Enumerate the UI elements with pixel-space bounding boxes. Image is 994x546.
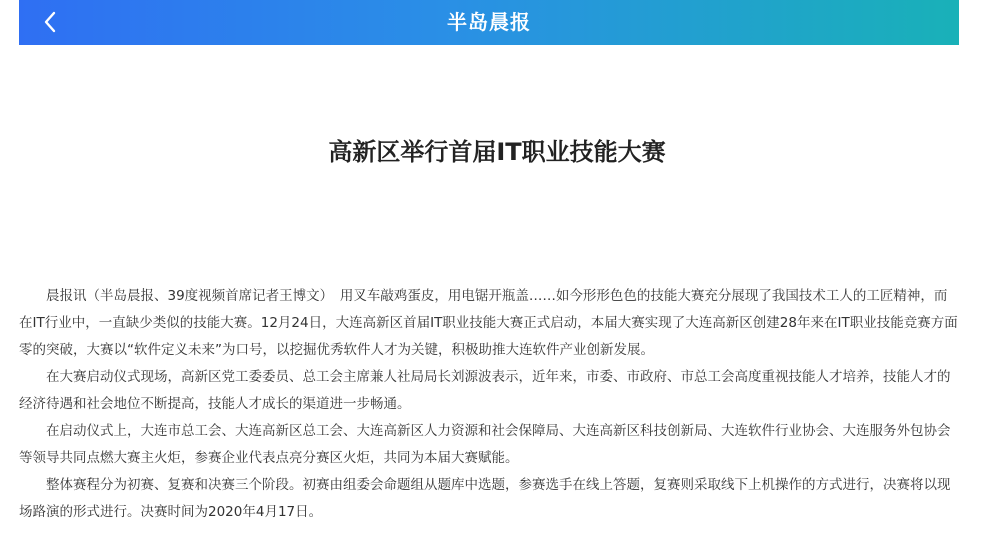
article-title: 高新区举行首届IT职业技能大赛 <box>328 138 666 166</box>
article-body <box>19 283 959 526</box>
article-paragraph: 晨报讯（半岛晨报、39度视频首席记者王博文） 用叉车敲鸡蛋皮，用电锯开瓶盖……如今形形色色的技能大赛充分展现了我国技术工人的工匠精神，而在IT行业中，一直缺少类似的技能大赛。12月24日，大连高新区首届IT职业技能大赛正式启动，本届大赛实现了大连高新区创建28年来在IT职业技能竞赛方面零的突破，大赛以“软件定义未来”为口号，以挖掘优秀软件人才为关键，积极助推大连软件产业创新发展。 <box>19 288 958 358</box>
article-paragraph: 在启动仪式上，大连市总工会、大连高新区总工会、大连高新区人力资源和社会保障局、大连高新区科技创新局、大连软件行业协会、大连服务外包协会等领导共同点燃大赛主火炬，参赛企业代表点亮分赛区火炬，共同为本届大赛赋能。 <box>19 423 951 466</box>
article-paragraph: 在大赛启动仪式现场，高新区党工委委员、总工会主席兼人社局局长刘源波表示，近年来，市委、市政府、市总工会高度重视技能人才培养，技能人才的经济待遇和社会地位不断提高，技能人才成长的渠道进一步畅通。 <box>19 369 951 412</box>
brand-logo-text: 半岛晨报 <box>447 10 531 34</box>
top-header-bar <box>19 0 959 45</box>
article-paragraph: 整体赛程分为初赛、复赛和决赛三个阶段。初赛由组委会命题组从题库中选题，参赛选手在线上答题，复赛则采取线下上机操作的方式进行，决赛将以现场路演的形式进行。决赛时间为2020年4月17日。 <box>19 477 951 520</box>
